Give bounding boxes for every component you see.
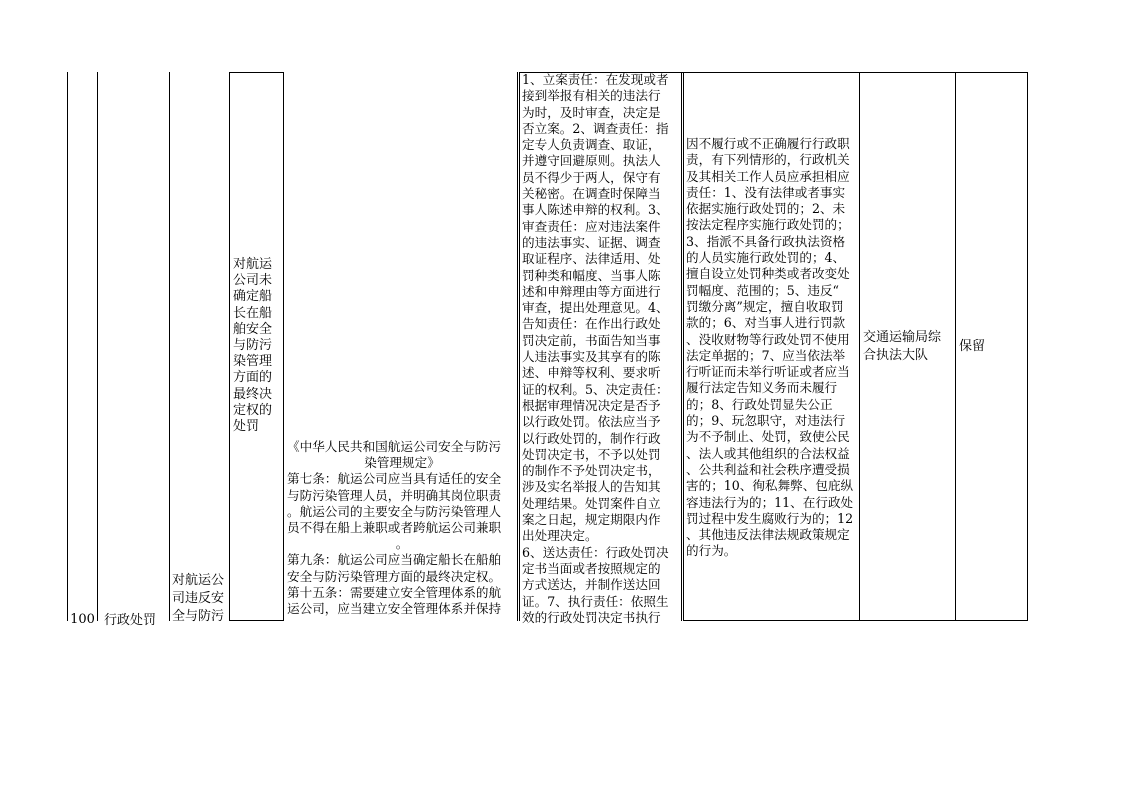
responsibility-line: 罚种类和幅度、当事人陈 [522, 267, 661, 283]
responsibility-line: 述和申辩理由等方面进行 [522, 283, 661, 299]
accountability-line: 为不予制止、处罚，致使公民 [686, 429, 850, 445]
responsibility-cell [520, 72, 681, 625]
responsibility-line: 根据审理情况决定是否予 [522, 397, 661, 413]
accountability-line: 、没收财物等行政处罚不使用 [686, 331, 850, 347]
responsibility-line: 处理结果。处罚案件自立 [522, 495, 661, 511]
accountability-line: 的；9、玩忽职守，对违法行 [686, 413, 846, 429]
accountability-line: 罚幅度、范围的；5、违反“ [686, 282, 839, 298]
responsibility-line: 为时，及时审查，决定是 [522, 104, 661, 120]
accountability-line: 款的；6、对当事人进行罚款 [686, 315, 846, 331]
responsibility-text [522, 72, 682, 626]
table-border-line [67, 72, 68, 621]
sub-item-line: 舶安全 [233, 321, 273, 337]
accountability-line: 履行法定告知义务而未履行 [686, 380, 838, 396]
accountability-cell [684, 73, 859, 620]
accountability-line: 、公共利益和社会秩序遭受损 [686, 461, 850, 477]
category-text: 行政处罚 [104, 613, 157, 628]
responsibility-line: 并遵守回避原则。执法人 [522, 153, 661, 169]
responsibility-line: 以行政处罚。依法应当予 [522, 414, 661, 430]
sub-item-line: 染管理 [233, 354, 273, 370]
responsibility-line: 审查责任：应对违法案件 [522, 218, 661, 234]
sub-item-line: 方面的 [233, 370, 273, 386]
category-cell [98, 600, 169, 628]
legal-basis-line: 安全与防污染管理方面的最终决定权。 [287, 568, 502, 584]
table-border-line [1027, 72, 1028, 621]
table-border-line [517, 72, 518, 621]
legal-basis-line: 。航运公司的主要安全与防污染管理人 [287, 503, 502, 519]
responsibility-line: 取证程序、法律适用、处 [522, 251, 661, 267]
accountability-line: 责任：1、没有法律或者事实 [686, 184, 846, 200]
status-cell [956, 73, 1027, 620]
responsibility-line: 定专人负责调查、取证， [522, 137, 661, 153]
legal-basis-line: 。 [395, 536, 409, 552]
accountability-line: 依据实施行政处罚的；2、未 [686, 201, 846, 217]
responsibility-line: 证的权利。5、决定责任： [522, 381, 669, 397]
responsibility-line: 的违法事实、证据、调查 [522, 234, 661, 250]
accountability-line: 及其相关工作人员应承担相应 [686, 168, 850, 184]
implementing-body-line: 合执法大队 [863, 348, 929, 363]
responsibility-line: 员不得少于两人，保守有 [522, 169, 661, 185]
responsibility-line: 6、送达责任：行政处罚决 [522, 544, 669, 560]
accountability-line: 、其他违反法律法规政策规定 [686, 527, 850, 543]
responsibility-line: 以行政处罚的，制作行政 [522, 430, 661, 446]
sub-item-line: 处罚 [233, 419, 260, 435]
responsibility-line: 审查，提出处理意见。4、 [522, 300, 669, 316]
responsibility-line: 涉及实名举报人的告知其 [522, 479, 661, 495]
responsibility-line: 人违法事实及其享有的陈 [522, 349, 661, 365]
sub-item-cell [230, 73, 283, 620]
accountability-line: 的；8、行政处罚显失公正 [686, 396, 833, 412]
accountability-line: 责，有下列情形的，行政机关 [686, 152, 850, 168]
accountability-line: 罚过程中发生腐败行为的；12 [686, 510, 854, 526]
accountability-line: 因不履行或不正确履行行政职 [686, 136, 850, 151]
accountability-line: 的人员实施行政处罚的；4、 [686, 250, 846, 266]
implementing-body-text [863, 329, 941, 365]
accountability-line: 法定单据的；7、应当依法举 [686, 347, 846, 363]
table-border-line [229, 620, 284, 621]
table-border-line [169, 72, 170, 621]
responsibility-line: 1、立案责任：在发现或者 [522, 72, 669, 87]
responsibility-line: 告知责任：在作出行政处 [522, 316, 661, 332]
responsibility-line: 处罚决定书，不予以处罚 [522, 446, 661, 462]
sub-item-line: 长在船 [233, 305, 273, 321]
legal-basis-line: 第七条：航运公司应当具有适任的安全 [287, 471, 502, 487]
responsibility-line: 述、申辩等权利、要求听 [522, 365, 661, 381]
responsibility-line: 定书当面或者按照规定的 [522, 560, 661, 576]
legal-basis-text [287, 439, 517, 617]
sub-item-line: 对航运 [233, 257, 273, 272]
legal-basis-title-line: 《中华人民共和国航运公司安全与防污 [287, 439, 502, 454]
accountability-line: 按法定程序实施行政处罚的； [686, 217, 850, 233]
accountability-line: 罚缴分离”规定，擅自收取罚 [686, 298, 844, 314]
responsibility-line: 案之日起，规定期限内作 [522, 512, 661, 528]
accountability-line: 容违法行为的；11、在行政处 [686, 494, 854, 510]
legal-basis-line: 与防污染管理人员，并明确其岗位职责 [287, 487, 502, 503]
status-text: 保留 [959, 339, 986, 354]
accountability-line: 、法人或其他组织的合法权益 [686, 445, 850, 461]
sub-item-line: 定权的 [233, 402, 273, 418]
responsibility-line: 否立案。2、调查责任：指 [522, 120, 669, 136]
accountability-line: 行听证而未举行听证或者应当 [686, 364, 850, 380]
responsibility-line: 证。7、执行责任：依照生 [522, 593, 669, 609]
sub-item-line: 确定船 [233, 289, 273, 305]
responsibility-line: 方式送达，并制作送达回 [522, 577, 661, 593]
parent-item-text: 对航运公司违反安全与防污 [172, 573, 225, 624]
legal-basis-line: 运公司，应当建立安全管理体系并保持 [287, 601, 502, 617]
accountability-line: 擅自设立处罚种类或者改变处 [686, 266, 850, 282]
responsibility-line: 事人陈述申辩的权利。3、 [522, 202, 669, 218]
legal-basis-line: 员不得在船上兼职或者跨航运公司兼职 [287, 520, 502, 536]
implementing-body-line: 交通运输局综 [863, 330, 942, 345]
implementing-body-cell [860, 73, 955, 620]
sub-item-line: 与防污 [233, 338, 273, 354]
table-border-line [97, 72, 98, 621]
accountability-line: 的行为。 [686, 543, 737, 559]
table-border-line [683, 620, 1028, 621]
responsibility-line: 的制作不予处罚决定书， [522, 463, 661, 479]
seq-number: 100 [70, 612, 95, 627]
parent-item-cell [170, 568, 229, 624]
responsibility-line: 效的行政处罚决定书执行 [522, 609, 661, 625]
responsibility-line: 出处理决定。 [522, 528, 598, 544]
legal-basis-line: 第九条：航运公司应当确定船长在船舶 [287, 552, 502, 568]
legal-basis-line: 第十五条：需要建立安全管理体系的航 [287, 584, 502, 600]
legal-basis-title-line: 染管理规定》 [364, 455, 440, 471]
sub-item-line: 最终决 [233, 386, 273, 402]
responsibility-line: 关秘密。在调查时保障当 [522, 186, 661, 202]
sub-item-text [233, 257, 272, 435]
accountability-text [686, 136, 860, 560]
accountability-line: 害的；10、徇私舞弊、包庇纵 [686, 478, 854, 494]
accountability-line: 3、指派不具备行政执法资格 [686, 233, 846, 249]
responsibility-line: 接到举报有相关的违法行 [522, 88, 661, 104]
sub-item-line: 公司未 [233, 273, 273, 289]
responsibility-line: 罚决定前，书面告知当事 [522, 332, 661, 348]
seq-number-cell [68, 600, 97, 627]
legal-basis-cell [284, 73, 517, 620]
